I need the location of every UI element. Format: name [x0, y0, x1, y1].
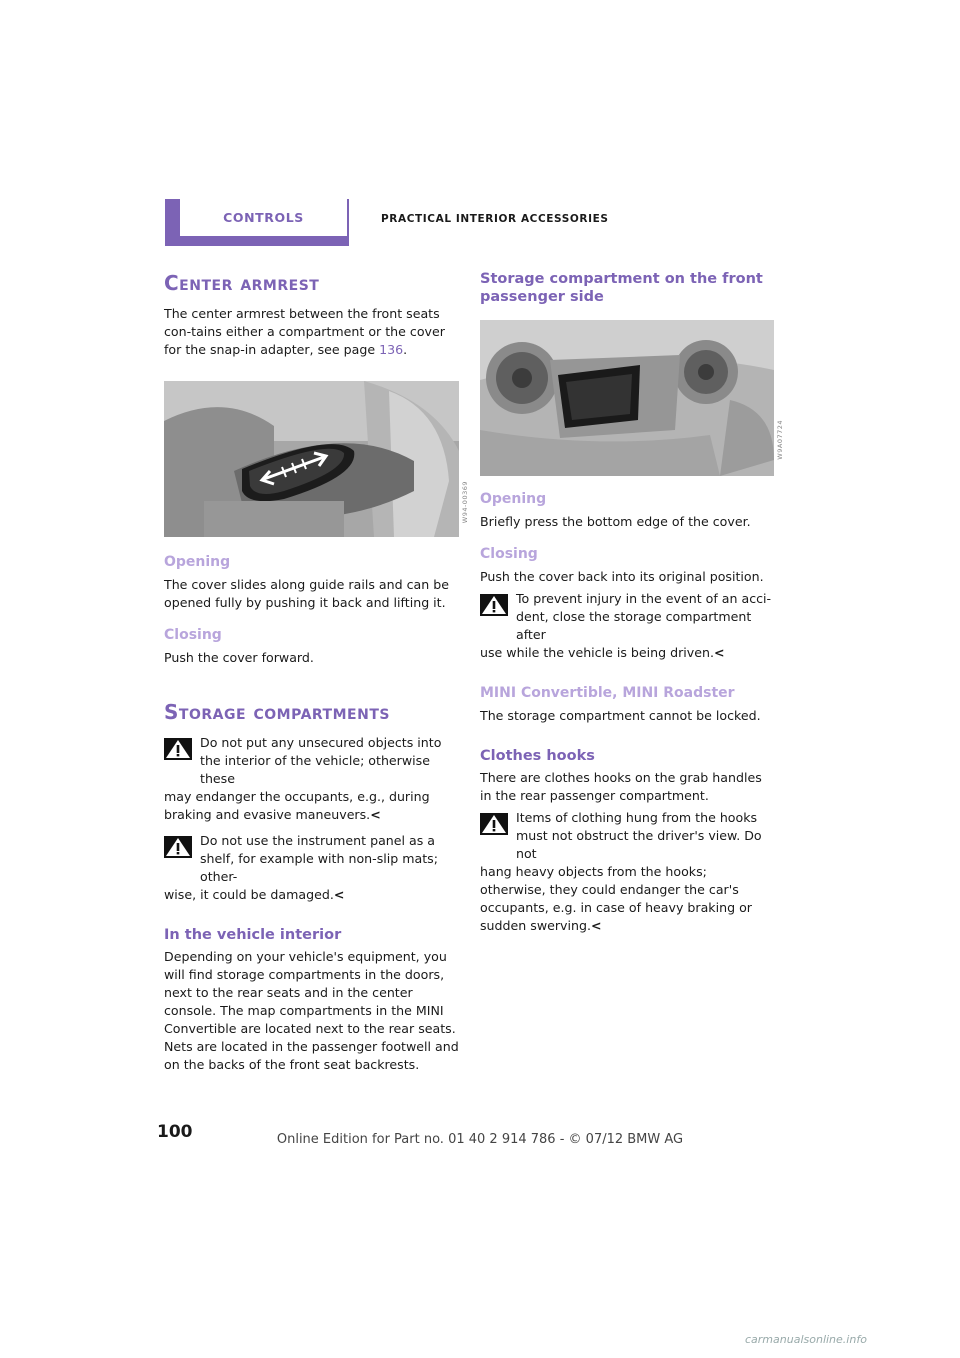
warning-close-compartment: To prevent injury in the event of an acci-dent, close the storage compartment after use while the vehicle is being driven.< — [480, 591, 772, 660]
glovebox-photo — [480, 320, 784, 476]
photo-code: W94-00369 — [461, 481, 469, 524]
vehicle-interior-text: Depending on your vehicle's equipment, you will find storage compartments in the doors, next to the rear seats and in the center console. The map compartments in the MINI Convertible are located next to the rear seats. — [164, 949, 456, 1036]
clothes-hooks-heading: Clothes hooks — [480, 748, 595, 764]
armrest-closing-text: Push the cover forward. — [164, 650, 314, 665]
armrest-closing-heading: Closing — [164, 627, 222, 643]
convertible-text: The storage compartment cannot be locked. — [480, 708, 761, 723]
armrest-photo — [164, 381, 469, 537]
glovebox-closing-text: Push the cover back into its original position. — [480, 569, 764, 584]
warning-triangle-icon — [164, 836, 192, 858]
left-column — [164, 270, 469, 1074]
clothes-hooks-text: There are clothes hooks on the grab handles in the rear passenger compartment. — [480, 770, 762, 803]
front-passenger-storage-heading: Storage compartment on the front passenger side — [480, 271, 763, 305]
watermark: carmanualsonline.info — [745, 1333, 867, 1346]
storage-compartments-heading: Storage compartments — [164, 700, 390, 724]
warning-triangle-icon — [164, 738, 192, 760]
warning-triangle-icon — [480, 813, 508, 835]
page-link-136[interactable]: 136 — [379, 342, 404, 357]
warning-unsecured-objects: Do not put any unsecured objects into the interior of the vehicle; otherwise these may endanger the occupants, e.g., during braking and evasive maneuvers.< — [164, 735, 442, 822]
armrest-illustration — [164, 381, 459, 537]
glovebox-illustration — [480, 320, 774, 476]
center-armrest-heading: Center armrest — [164, 271, 320, 295]
center-armrest-intro: The center armrest between the front seats con-tains either a compartment or the cover for the snap-in adapter, see page 136. — [164, 306, 445, 357]
glovebox-closing-heading: Closing — [480, 546, 538, 562]
section-tab-label: CONTROLS — [180, 199, 347, 236]
glovebox-opening-heading: Opening — [480, 491, 547, 507]
chapter-title: PRACTICAL INTERIOR ACCESSORIES — [381, 213, 609, 225]
vehicle-interior-heading: In the vehicle interior — [164, 927, 342, 943]
armrest-opening-text: The cover slides along guide rails and can be opened fully by pushing it back and lifting it. — [164, 577, 449, 610]
warning-clothes-hooks: Items of clothing hung from the hooks must not obstruct the driver's view. Do not hang heavy objects from the hooks; otherwise, they could endanger the car's occupants, e.g. in case of heavy braking or sudden swerving.< — [480, 810, 762, 933]
glovebox-opening-text: Briefly press the bottom edge of the cover. — [480, 514, 751, 529]
armrest-opening-heading: Opening — [164, 554, 231, 570]
warning-instrument-panel: Do not use the instrument panel as a shelf, for example with non-slip mats; other- wise, it could be damaged.< — [164, 833, 438, 902]
right-column — [480, 270, 784, 935]
photo-code: W9A07724 — [776, 420, 784, 460]
convertible-heading: MINI Convertible, MINI Roadster — [480, 685, 735, 701]
edition-footer: Online Edition for Part no. 01 40 2 914 786 - © 07/12 BMW AG — [276, 1132, 684, 1147]
page-number: 100 — [157, 1122, 193, 1142]
warning-triangle-icon — [480, 594, 508, 616]
nets-text: Nets are located in the passenger footwell and on the backs of the front seat backrests. — [164, 1039, 459, 1072]
